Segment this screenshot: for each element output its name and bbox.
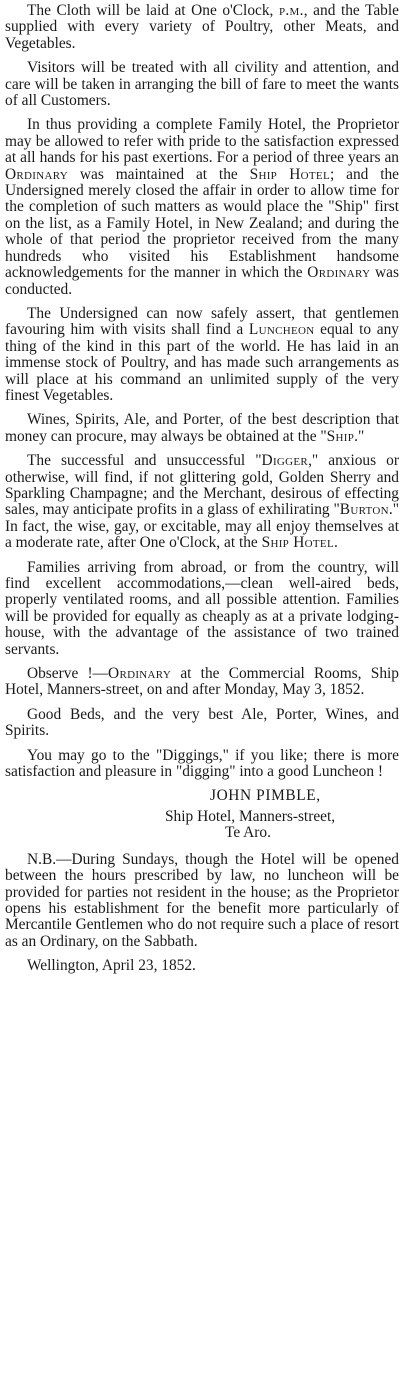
text: ." In fact, the wise, gay, or excitable, may all enjoy themselves at a moderate rate, after One o'Clock, at the — [5, 501, 399, 552]
proprietor-name: JOHN PIMBLE, — [210, 787, 321, 805]
text: The successful and unsuccessful " — [27, 452, 262, 470]
ship-hotel-name: Ship Hotel — [261, 534, 334, 552]
paragraph-luncheon — [5, 306, 399, 404]
paragraph-visitors: Visitors will be treated with all civility and attention, and care will be taken in arranging the bill of fare to meet the wants of all Customers. — [5, 59, 399, 110]
ordinary-term: Ordinary — [108, 665, 172, 683]
text: The Undersigned can now safely assert, that gentlemen favouring him with visits shall find a — [5, 304, 399, 339]
paragraph-dining-hours — [5, 3, 399, 52]
ship-hotel-name: Ship Hotel — [249, 165, 330, 183]
text: , and the Table supplied with every variety of Poultry, other Meats, and Vegetables. — [5, 2, 399, 52]
ordinary-term: Ordinary — [307, 264, 371, 282]
text: was conducted. — [5, 264, 399, 298]
paragraph-good-beds: Good Beds, and the very best Ale, Porter, Wines, and Spirits. — [5, 705, 399, 740]
text: equal to any thing of the kind in this part of the world. He has laid in an immense stock of Poultry, and has made such arrangements as will place at his command an unlimited supply of the very finest Vegetables. — [5, 321, 399, 404]
digger-term: Digger — [261, 452, 309, 470]
paragraph-family-hotel — [5, 117, 399, 297]
text: ." — [354, 427, 365, 445]
luncheon-term: Luncheon — [248, 321, 315, 339]
text: was maintained at the — [68, 165, 250, 183]
paragraph-diggings: You may go to the "Diggings," if you like; there is more satisfaction and pleasure in "digging" into a good Luncheon ! — [5, 746, 399, 781]
text: Observe !— — [27, 665, 109, 683]
text: Wines, Spirits, Ale, and Porter, of the best description that money can procure, may always be obtained at the " — [5, 411, 399, 445]
proprietor-town: Te Aro. — [225, 824, 271, 842]
proprietor-address: Ship Hotel, Manners-street, — [165, 807, 336, 825]
paragraph-wines — [5, 412, 399, 445]
ship-name: Ship — [326, 427, 355, 445]
text: ," anxious or otherwise, will find, if not glittering gold, Golden Sherry and Sparkling Champagne; and the Merchant, desirous of effecting sales, may anticipate profits in a glass of exhilirating " — [5, 452, 399, 519]
text: The Cloth will be laid at One o'Clock, — [27, 2, 279, 19]
paragraph-families: Families arriving from abroad, or from the country, will find excellent accommodations,—clean well-aired beds, properly ventilated rooms, and all possible attention. Families will be provided for equally as cheaply as at a private lodging-house, with the advantage of the assistance of two trained servants. — [5, 558, 399, 658]
text: In thus providing a complete Family Hotel, the Proprietor may be allowed to refer with pride to the satisfaction expressed at all hands for his past exertions. For a period of three years an — [5, 116, 399, 167]
paragraph-digger — [5, 453, 399, 551]
burton-term: Burton — [339, 501, 389, 519]
signature-block — [5, 788, 399, 841]
paragraph-nota-bene: N.B.—During Sundays, though the Hotel will be opened between the hours prescribed by law, no luncheon will be provided for parties not resident in the house; as the Proprietor opens his establishment for the benefit more particularly of Mercantile Gentlemen who do not require such a place of resort as an Ordinary, on the Sabbath. — [5, 850, 399, 950]
text: at the Commercial Rooms, Ship Hotel, Manners-street, on and after Monday, May 3, 1852. — [5, 665, 399, 699]
dateline: Wellington, April 23, 1852. — [27, 957, 196, 975]
ordinary-term: Ordinary — [5, 165, 69, 183]
paragraph-observe — [5, 666, 399, 699]
text: . — [333, 534, 338, 552]
text: ; and the Undersigned merely closed the affair in order to allow time for the completion of such matters as would place the "Ship" first on the list, as a Family Hotel, in New Zealand; and during the whole of that period the proprietor received from the many hundreds who visited his Establishment handsome acknowledgements for the manner in which the — [5, 165, 399, 282]
pm-abbreviation: p.m. — [278, 2, 304, 19]
